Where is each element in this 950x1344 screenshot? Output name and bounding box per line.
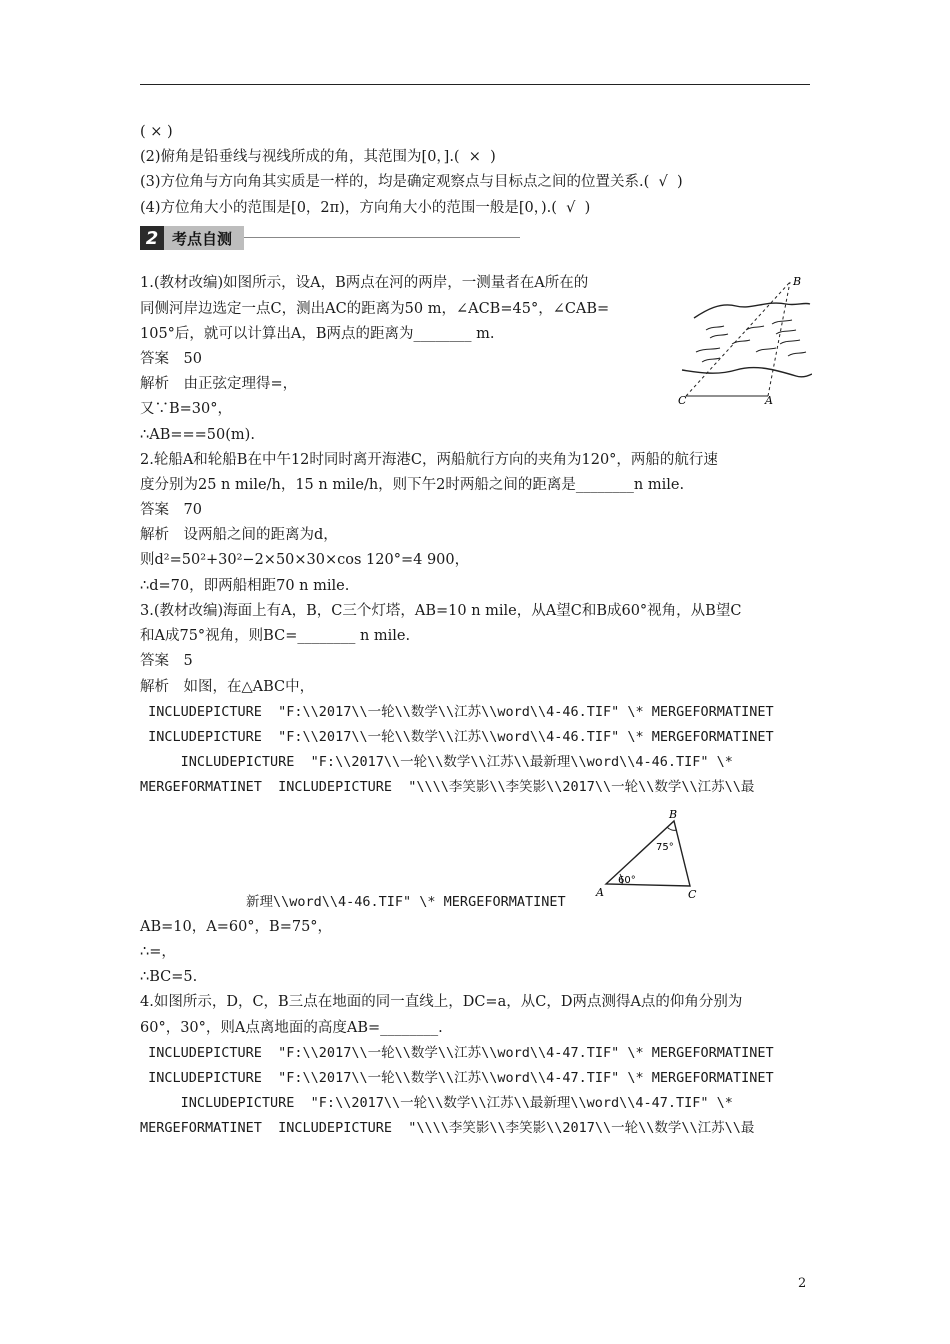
section-number: 2: [140, 226, 164, 250]
angle-label: 60°: [618, 875, 636, 886]
question-text: 4.如图所示，D，C，B三点在地面的同一直线上，DC=a，从C，D两点测得A点的仰角分别为: [140, 994, 743, 1010]
section-heading: [140, 226, 244, 250]
answer-text: 答案 50: [140, 351, 202, 367]
field-code-line: INCLUDEPICTURE "F:\\2017\\一轮\\数学\\江苏\\最新理\\word\\4-46.TIF" \*: [140, 754, 733, 770]
answer-text: 答案 5: [140, 653, 193, 669]
vertex-label: A: [596, 886, 604, 899]
angle-label: 75°: [656, 842, 674, 853]
text-line: (2)俯角是铅垂线与视线所成的角，其范围为[0，].( × ): [140, 149, 496, 165]
vertex-label: C: [688, 888, 697, 901]
point-label: B: [793, 275, 802, 288]
question-text: 3.(教材改编)海面上有A，B，C三个灯塔，AB=10 n mile，从A望C和B成60°视角，从B望C: [140, 603, 742, 619]
analysis-text: ∴=，: [140, 944, 176, 960]
question-text: 60°，30°，则A点离地面的高度AB=________.: [140, 1020, 443, 1036]
analysis-text: 解析 设两船之间的距离为d，: [140, 527, 338, 543]
analysis-text: ∴AB===50(m).: [140, 427, 255, 443]
field-code-line: INCLUDEPICTURE "F:\\2017\\一轮\\数学\\江苏\\最新理\\word\\4-47.TIF" \*: [140, 1095, 733, 1111]
analysis-text: 解析 由正弦定理得=，: [140, 376, 298, 392]
section-title: 考点自测: [164, 226, 244, 250]
text-line: ( × ): [140, 124, 173, 140]
analysis-text: ∴d=70，即两船相距70 n mile.: [140, 578, 350, 594]
analysis-text: 又∵B=30°，: [140, 401, 233, 417]
question-text: 2.轮船A和轮船B在中午12时同时离开海港C，两船航行方向的夹角为120°，两船的航行速: [140, 452, 718, 468]
triangle-figure: [594, 806, 704, 902]
question-text: 度分别为25 n mile/h，15 n mile/h，则下午2时两船之间的距离是________n mile.: [140, 477, 685, 493]
analysis-text: ∴BC=5.: [140, 969, 198, 985]
field-code-line: INCLUDEPICTURE "F:\\2017\\一轮\\数学\\江苏\\word\\4-47.TIF" \* MERGEFORMATINET: [140, 1045, 774, 1061]
vertex-label: B: [669, 808, 678, 821]
text-line: (4)方位角大小的范围是[0，2π)，方向角大小的范围一般是[0，).( √ ): [140, 200, 591, 216]
question-text: 和A成75°视角，则BC=________ n mile.: [140, 628, 411, 644]
page-number: 2: [798, 1276, 807, 1291]
header-rule: [140, 84, 810, 85]
river-figure: [676, 272, 812, 406]
point-label: A: [765, 394, 773, 406]
analysis-text: 解析 如图，在△ABC中，: [140, 679, 315, 695]
analysis-text: AB=10，A=60°，B=75°，: [140, 919, 333, 935]
field-code-line: MERGEFORMATINET INCLUDEPICTURE "\\\\李笑影\\李笑影\\2017\\一轮\\数学\\江苏\\最: [140, 1120, 755, 1136]
text-line: (3)方位角与方向角其实质是一样的，均是确定观察点与目标点之间的位置关系.( √ ): [140, 174, 683, 190]
answer-text: 答案 70: [140, 502, 202, 518]
field-code-line: MERGEFORMATINET INCLUDEPICTURE "\\\\李笑影\\李笑影\\2017\\一轮\\数学\\江苏\\最: [140, 779, 755, 795]
field-code-line: INCLUDEPICTURE "F:\\2017\\一轮\\数学\\江苏\\word\\4-47.TIF" \* MERGEFORMATINET: [140, 1070, 774, 1086]
question-text: 105°后，就可以计算出A，B两点的距离为________ m.: [140, 326, 495, 342]
field-code-line: INCLUDEPICTURE "F:\\2017\\一轮\\数学\\江苏\\word\\4-46.TIF" \* MERGEFORMATINET: [140, 729, 774, 745]
field-code-line: 新理\\word\\4-46.TIF" \* MERGEFORMATINET: [246, 894, 566, 910]
field-code-line: INCLUDEPICTURE "F:\\2017\\一轮\\数学\\江苏\\word\\4-46.TIF" \* MERGEFORMATINET: [140, 704, 774, 720]
question-text: 同侧河岸边选定一点C，测出AC的距离为50 m，∠ACB=45°，∠CAB=: [140, 301, 610, 317]
analysis-text: 则d²=50²+30²−2×50×30×cos 120°=4 900，: [140, 552, 470, 568]
point-label: C: [678, 394, 687, 406]
question-text: 1.(教材改编)如图所示，设A，B两点在河的两岸，一测量者在A所在的: [140, 275, 589, 291]
